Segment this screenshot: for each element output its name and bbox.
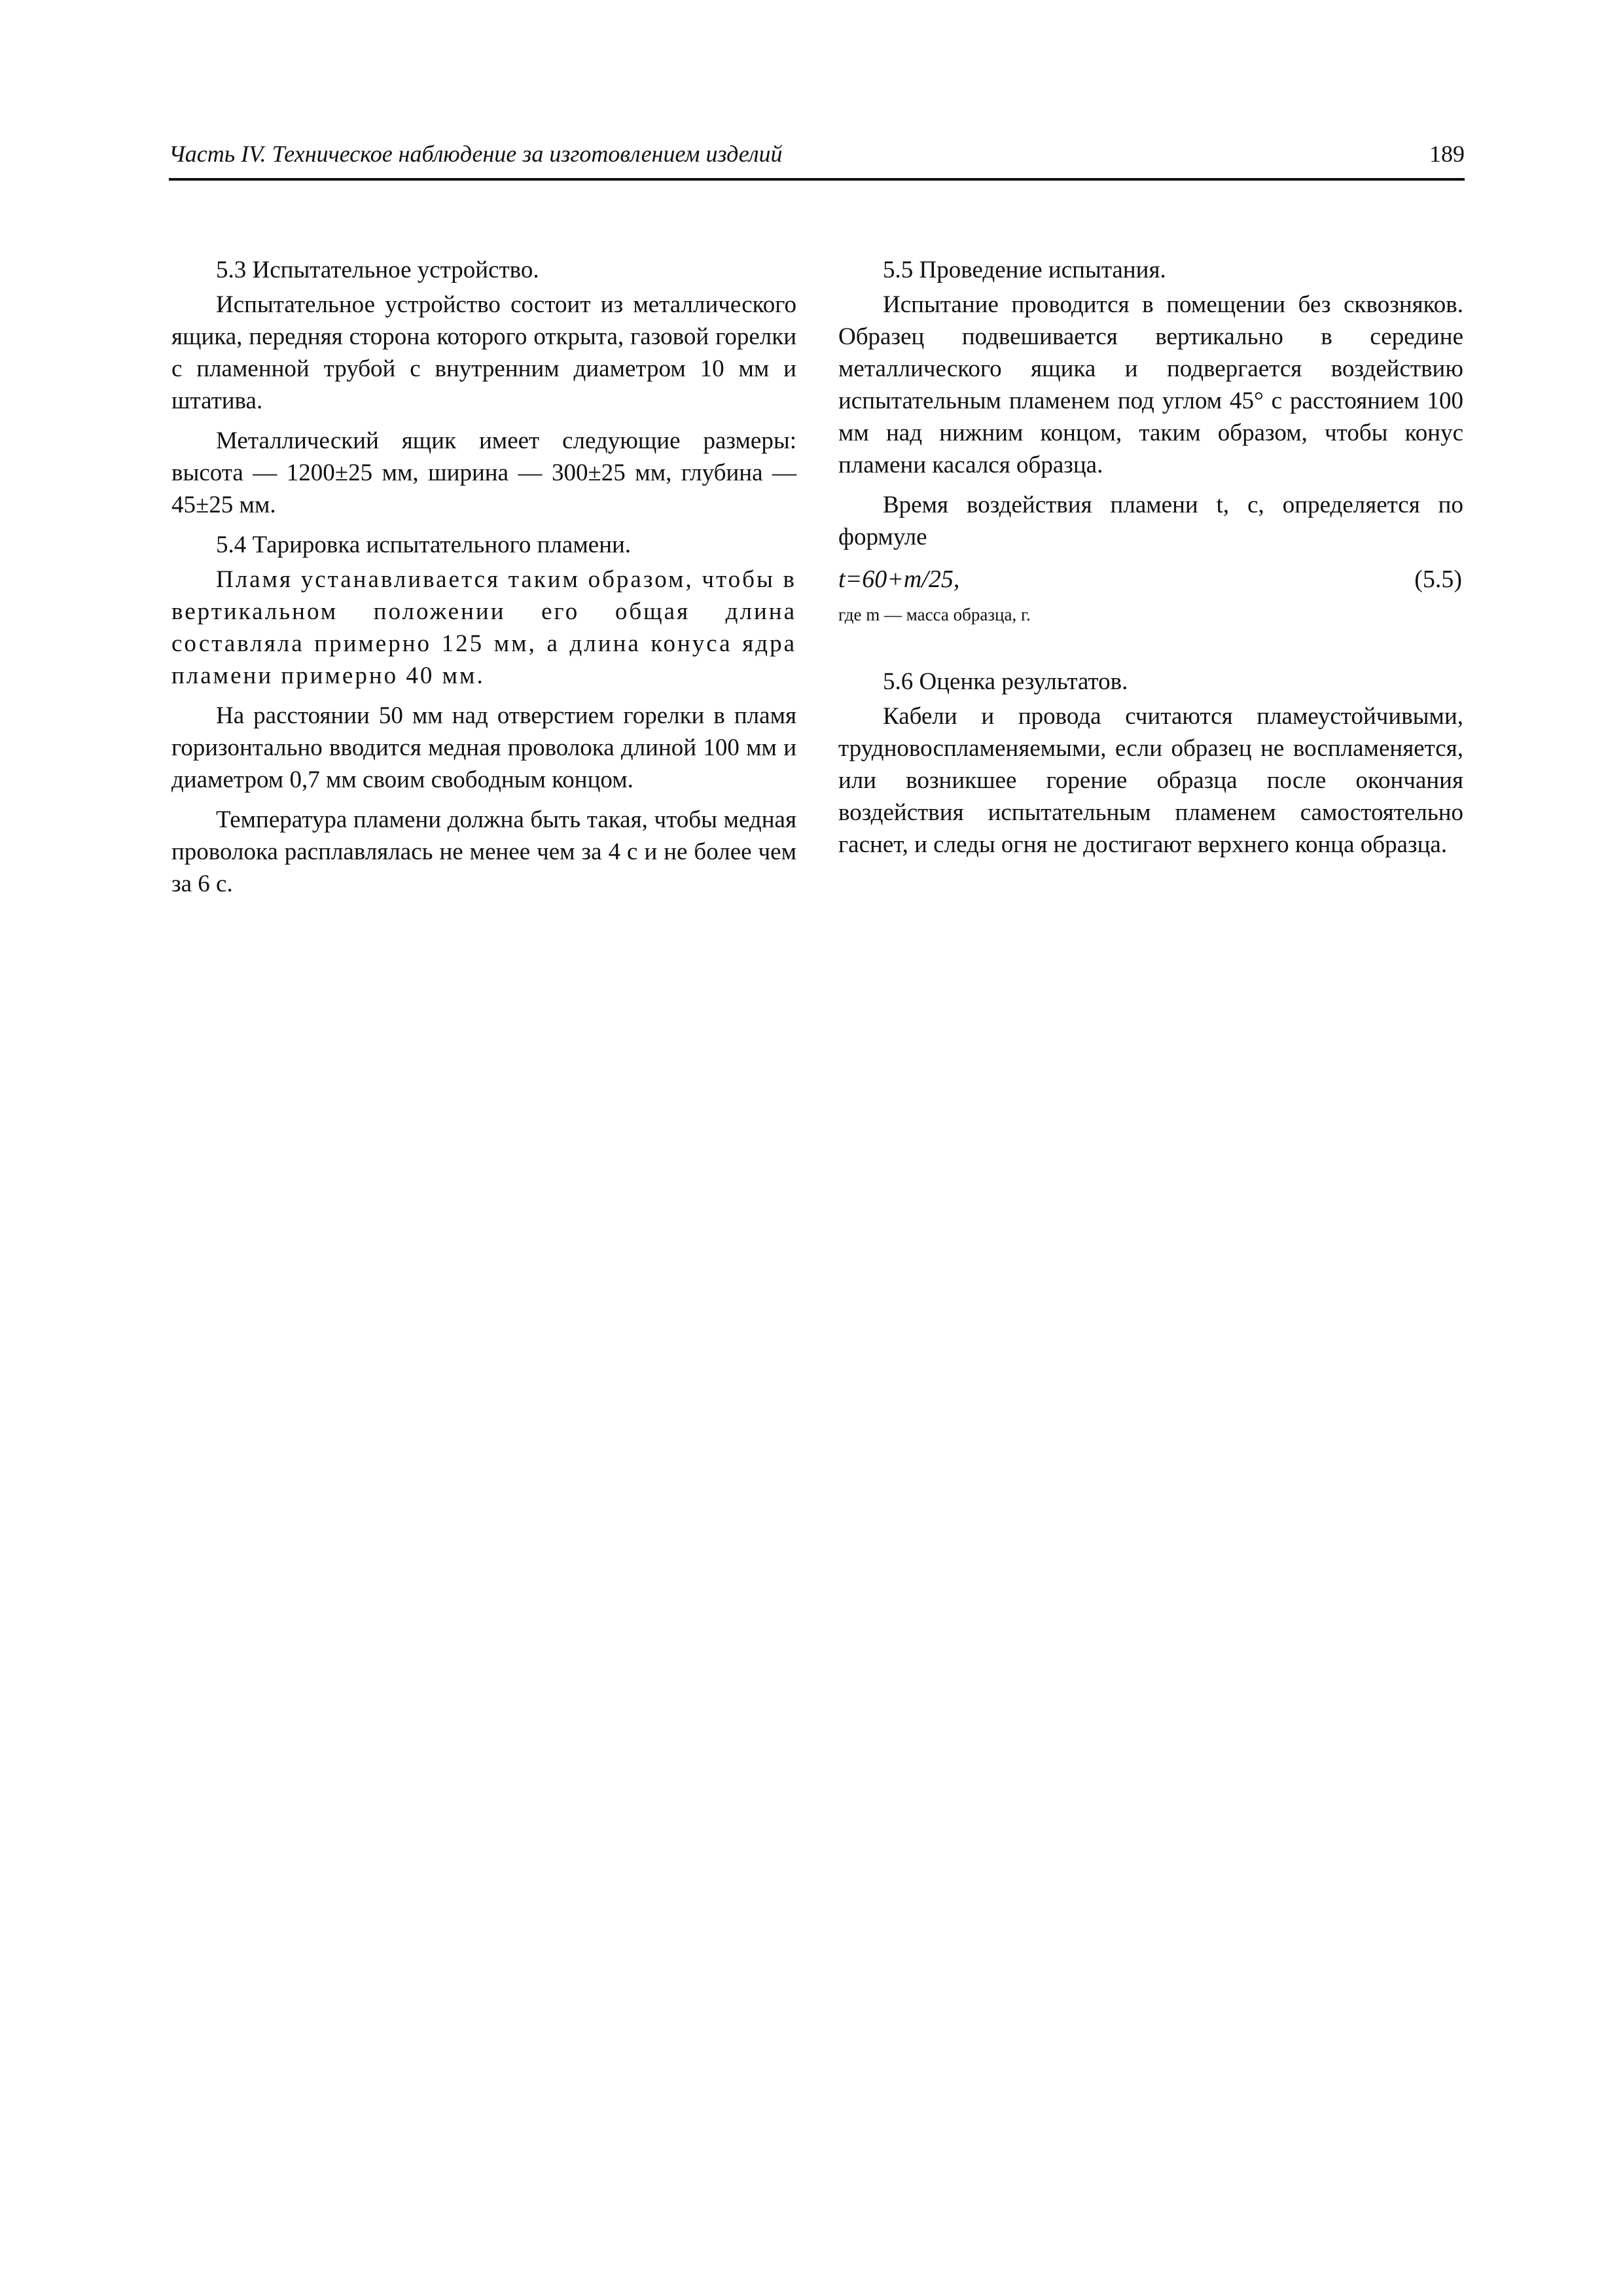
section-heading-5-3: 5.3 Испытательное устройство. [216, 257, 539, 283]
section-heading-5-4: 5.4 Тарировка испытательного пламени. [216, 531, 632, 558]
page-number: 189 [1429, 141, 1465, 167]
formula-row [838, 561, 1463, 599]
left-column [171, 254, 796, 908]
paragraph-exposure-time: Время воздействия пламени t, с, определяется по формуле [838, 492, 1463, 550]
formula-number: (5.5) [1414, 565, 1462, 593]
formula: t=60+m/25, [838, 565, 960, 593]
paragraph-copper-wire: На расстоянии 50 мм над отверстием горелки в пламя горизонтально вводится медная проволока длиной 100 мм и диаметром 0,7 мм своим свободным концом. [171, 702, 796, 793]
section-heading-5-6: 5.6 Оценка результатов. [883, 668, 1128, 695]
paragraph-test-device: Испытательное устройство состоит из металлического ящика, передняя сторона которого открыта, газовой горелки с пламенной трубой с внутренним диаметром 10 мм и штатива. [171, 291, 796, 414]
paragraph-box-dimensions: Металлический ящик имеет следующие размеры: высота — 1200±25 мм, ширина — 300±25 мм, глубина — 45±25 мм. [171, 427, 796, 518]
paragraph-results: Кабели и провода считаются пламеустойчивыми, трудновоспламеняемыми, если образец не воспламеняется, или возникшее горение образца после окончания воздействия испытательным пламенем самостоятельно гаснет, и следы огня не достигают верхнего конца образца. [838, 703, 1463, 858]
paragraph-flame-setup: Пламя устанавливается таким образом, чтобы в вертикальном положении его общая длина составляла примерно 125 мм, а длина конуса ядра пламени примерно 40 мм. [171, 566, 796, 689]
section-heading-5-5: 5.5 Проведение испытания. [883, 257, 1166, 283]
paragraph-flame-temperature: Температура пламени должна быть такая, чтобы медная проволока расплавлялась не менее чем за 4 с и не более чем за 6 с. [171, 806, 796, 897]
running-title: Часть IV. Техническое наблюдение за изготовлением изделий [169, 141, 783, 167]
paragraph-test-procedure: Испытание проводится в помещении без сквозняков. Образец подвешивается вертикально в середине металлического ящика и подвергается воздействию испытательным пламенем под углом 45° с расстоянием 100 мм над нижним концом, таким образом, чтобы конус пламени касался образца. [838, 291, 1463, 478]
right-column [838, 254, 1463, 869]
formula-legend: где m — масса образца, г. [838, 605, 1031, 624]
page-header [169, 139, 1465, 181]
